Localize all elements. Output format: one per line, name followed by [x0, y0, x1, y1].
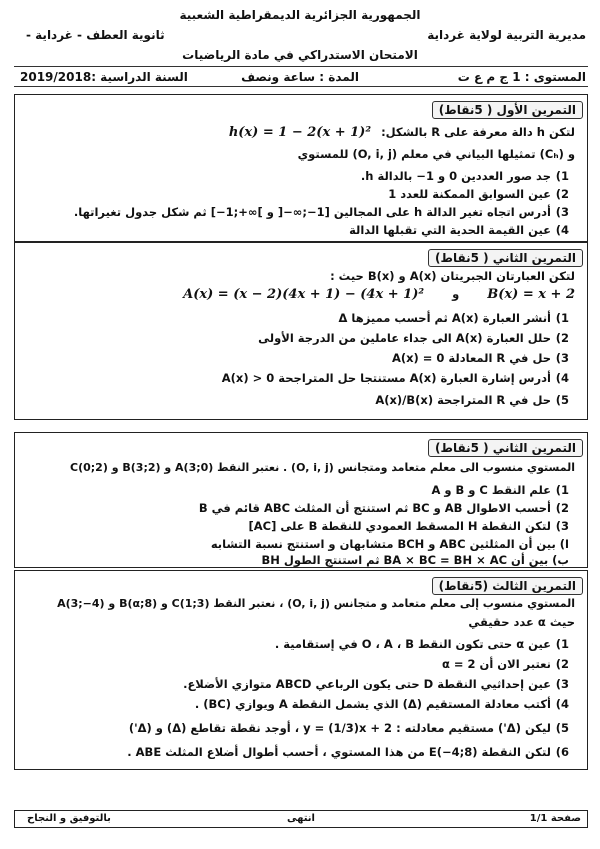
- exam-page: [6, 4, 594, 845]
- good-luck-label: بالتوفيق و النجاح: [27, 813, 111, 824]
- ex4-item-4: 4)أكتب معادلة المستقيم (Δ) الذي يشمل النقطة A ويوازي (BC) .: [194, 697, 569, 711]
- ex2-intro: لتكن العبارتان الجبريتان A(x) و B(x) حيث :: [330, 269, 575, 283]
- ex4-item-1: 1)عين α حتى تكون النقط O ، A ، B في إستقامية .: [274, 637, 569, 651]
- ex1-item-1: 1)جد صور العددين 0 و 1− بالدالة h.: [360, 169, 569, 183]
- exercise-3-title: التمرين الثاني ( 5نقاط): [428, 439, 583, 457]
- ex4-item-2: 2)نعتبر الان أن α = 2: [442, 657, 569, 671]
- ex1-item-3: 3)أدرس اتجاه تغير الدالة h على المجالين [1−;∞−[ و ]∞+;1−] ثم شكل جدول تغيراتها.: [73, 205, 569, 219]
- ex1-item-2: 2)عين السوابق الممكنة للعدد 1: [388, 187, 569, 201]
- exercise-2-title: التمرين الثاني ( 5نقاط): [428, 249, 583, 267]
- directorate-label: مديرية التربية لولاية غرداية: [427, 28, 586, 42]
- exercise-3-box: [14, 432, 588, 568]
- ex1-intro2: و (Cₕ) تمثيلها البياني في معلم (O, i, j) للمستوي: [297, 147, 575, 161]
- ex2-formula-a: A(x) = (x − 2)(4x + 1) − (4x + 1)²: [183, 287, 425, 302]
- exercise-1-box: [14, 94, 588, 242]
- ex4-intro2: حيث α عدد حقيقي: [468, 615, 575, 629]
- ex2-item-1: 1)أنشر العبارة A(x) ثم أحسب مميزها Δ: [338, 311, 569, 325]
- republic-title: الجمهورية الجزائرية الديمقراطية الشعبية: [179, 8, 421, 22]
- ex2-formulas: B(x) = x + 2 و A(x) = (x − 2)(4x + 1) − (4x + 1)²: [183, 287, 575, 302]
- ex2-item-4: 4)أدرس إشارة العبارة A(x) مستنتجا حل المتراجحة A(x) > 0: [221, 371, 569, 385]
- ex3-item-4: ا) بين أن المثلثين ABC و BCH متشابهان و استنتج نسبة التشابه: [210, 537, 569, 551]
- ex3-item-3: 3)لتكن النقطة H المسقط العمودي للنقطة B على [AC]: [248, 519, 569, 533]
- year-label: السنة الدراسية :2019/2018: [20, 70, 188, 84]
- ex2-item-5: 5)حل في R المتراجحة A(x)/B(x): [375, 393, 569, 407]
- page-number: صفحة 1/1: [529, 813, 581, 824]
- ex2-formula-b: B(x) = x + 2: [487, 287, 575, 302]
- exercise-2-box: [14, 242, 588, 420]
- ex2-item-3: 3)حل في R المعادلة A(x) = 0: [391, 351, 569, 365]
- ex2-item-2: 2)حلل العبارة A(x) الى جداء عاملين من الدرجة الأولى: [258, 331, 569, 345]
- header-rule: [14, 66, 588, 67]
- level-label: المستوى : 1 ج م ع ت: [457, 70, 586, 84]
- exam-title: الامتحان الاستدراكي في مادة الرياضيات: [182, 48, 418, 62]
- end-label: انتهى: [287, 813, 315, 824]
- page-footer: [14, 810, 588, 828]
- ex4-item-6: 6)لتكن النقطة E(−4;8) من هذا المستوي ، أحسب أطوال أضلاع المثلث ABE .: [127, 745, 569, 759]
- ex3-item-5: ب) بين أن BA × BC = BH × AC ثم استنتج الطول BH: [261, 553, 569, 567]
- exercise-4-title: التمرين الثالث (5نقاط): [432, 577, 583, 595]
- header-rule-2: [14, 86, 588, 87]
- ex3-item-1: 1)علم النقط C و B و A: [431, 483, 569, 497]
- ex3-item-2: 2)أحسب الاطوال AB و BC ثم استنتج أن المثلث ABC قائم في B: [198, 501, 569, 515]
- ex1-intro: لتكن h دالة معرفة على R بالشكل:: [381, 125, 575, 139]
- ex1-formula: h(x) = 1 − 2(x + 1)²: [228, 125, 372, 140]
- duration-label: المدة : ساعة ونصف: [241, 70, 359, 84]
- ex3-intro: المستوي منسوب الى معلم متعامد ومتجانس (O, i, j) . نعتبر النقط A(3;0) و B(3;2) و C(0;2): [70, 461, 575, 474]
- ex4-intro: المستوي منسوب إلى معلم متعامد و متجانس (O, i, j) ، نعتبر النقط C(1;3) و B(α;8) و A(3;−4): [57, 597, 575, 610]
- ex4-item-3: 3)عين إحداثيي النقطة D حتى يكون الرباعي ABCD متوازي الأضلاع.: [183, 677, 569, 691]
- ex1-item-4: 4)عين القيمة الحدية التي تقبلها الدالة: [349, 223, 569, 237]
- school-label: ثانوية العطف - غرداية -: [26, 28, 165, 42]
- ex4-item-5: 5)ليكن (Δ') مستقيم معادلته : y = (1/3)x + 2 ، أوجد نقطة تقاطع (Δ) و (Δ'): [128, 721, 569, 735]
- exercise-4-box: [14, 570, 588, 770]
- exercise-1-title: التمرين الأول ( 5نقاط): [432, 101, 583, 119]
